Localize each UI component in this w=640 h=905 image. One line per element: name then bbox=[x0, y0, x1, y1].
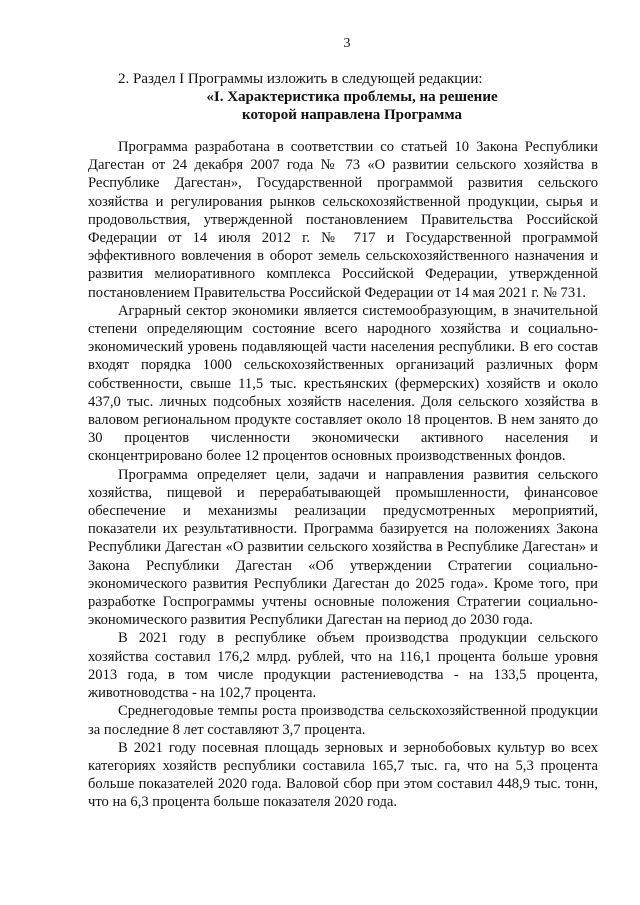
paragraph-agrarian-sector: Аграрный сектор экономики является системообразующим, в значительной степени определяющим состояние всего народного хозяйства и социально-экономический уровень подавляющей части населения республики. В его состав входят порядка 1000 сельскохозяйственных организаций различных форм собственности, свыше 11,5 тыс. крестьянских (фермерских) хозяйств и около 437,0 тыс. личных подсобных хозяйств населения. Доля сельского хозяйства в валовом региональном продукте составляет около 18 процентов. В нем занято до 30 процентов численности экономически активного населения и сконцентрировано более 12 процентов основных производственных фондов. bbox=[88, 302, 598, 465]
paragraph-growth-rate: Среднегодовые темпы роста производства сельскохозяйственной продукции за последние 8 лет составляют 3,7 процента. bbox=[88, 703, 598, 738]
amendment-intro: 2. Раздел I Программы изложить в следующей редакции: bbox=[118, 71, 483, 87]
paragraph-legal-basis: Программа разработана в соответствии со статьей 10 Закона Республики Дагестан от 24 декабря 2007 года № 73 «О развитии сельского хозяйства в Республике Дагестан», Государственной программой развития сельского хозяйства и регулирования рынков сельскохозяйственной продукции, сырья и продовольствия, утвержденной постановлением Правительства Российской Федерации от 14 июля 2012 г. № 717 и Государственной программой эффективного вовлечения в оборот земель сельскохозяйственного назначения и развития мелиоративного комплекса Российской Федерации, утвержденной постановлением Правительства Российской Федерации от 14 мая 2021 г. № 731. bbox=[88, 139, 598, 301]
page-number: 3 bbox=[343, 36, 351, 51]
section-heading-line-2: которой направлена Программа bbox=[242, 107, 462, 123]
section-heading bbox=[88, 88, 598, 124]
paragraph-grain-area: В 2021 году посевная площадь зерновых и зернобобовых культур во всех категориях хозяйств республики составила 165,7 тыс. га, что на 5,3 процента больше показателей 2020 года. Валовой сбор при этом составил 448,9 тыс. тонн, что на 6,3 процента больше показателя 2020 года. bbox=[88, 739, 598, 811]
section-heading-line-1: «I. Характеристика проблемы, на решение bbox=[206, 89, 498, 105]
paragraph-program-goals: Программа определяет цели, задачи и направления развития сельского хозяйства, пищевой и перерабатывающей промышленности, финансовое обеспечение и механизмы реализации предусмотренных мероприятий, показатели их результативности. Программа базируется на положениях Закона Республики Дагестан «О развитии сельского хозяйства в Республике Дагестан» и Закона Республики Дагестан «Об утверждении Стратегии социально-экономического развития Республики Дагестан до 2025 года». Кроме того, при разработке Госпрограммы учтены основные положения Стратегии социально-экономического развития Республики Дагестан на период до 2030 года. bbox=[88, 466, 598, 629]
paragraph-production-2021: В 2021 году в республике объем производства продукции сельского хозяйства составил 176,2 млрд. рублей, что на 116,1 процента больше уровня 2013 года, в том числе продукции растениеводства - на 133,5 процента, животноводства - на 102,7 процента. bbox=[88, 630, 598, 702]
